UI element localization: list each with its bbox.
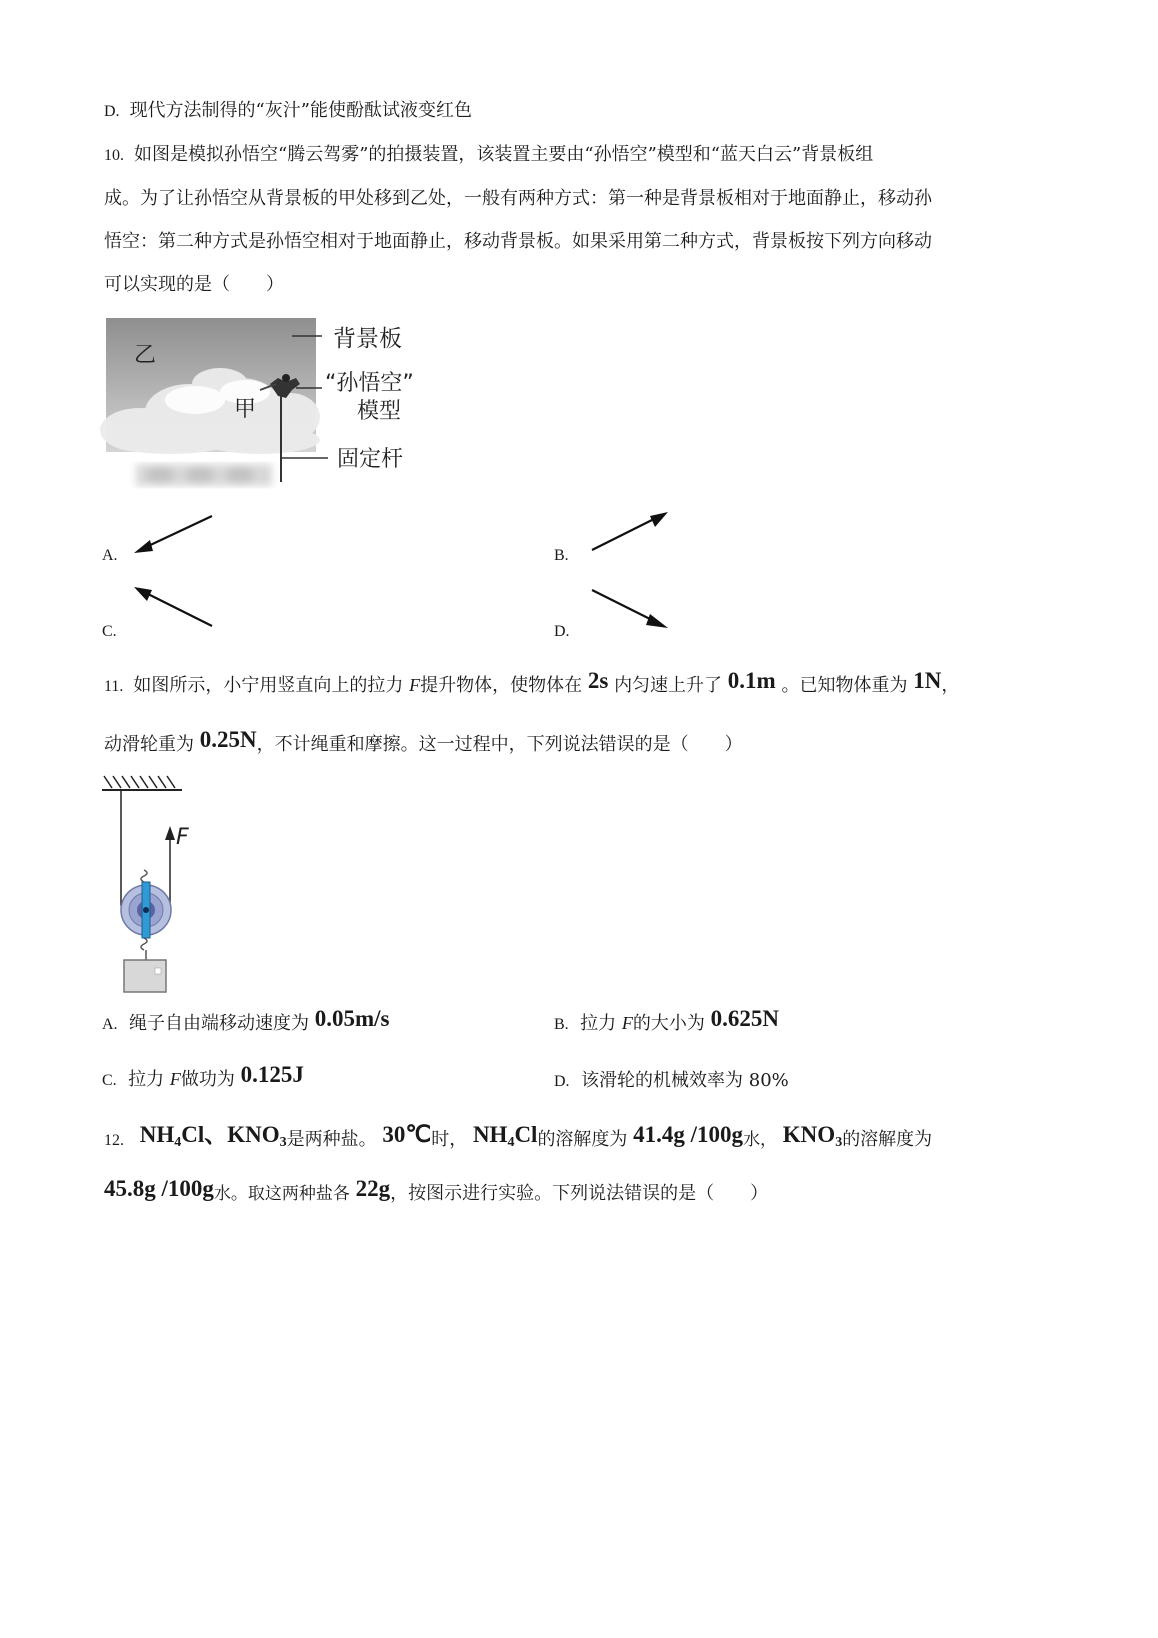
option-text: 该滑轮的机械效率为 80%	[581, 1070, 789, 1091]
text: 动滑轮重为	[104, 734, 194, 755]
text: 是两种盐。	[286, 1129, 377, 1150]
q11-pulley-figure	[96, 770, 216, 1000]
kno3-formula: $KNO_3$	[782, 1122, 843, 1150]
option-label: D.	[554, 1073, 570, 1090]
time-value: 2s	[587, 668, 609, 693]
q12-line-1	[104, 1116, 932, 1151]
text: ，不计绳重和摩擦。这一过程中，下列说法错误的是（ ）	[256, 734, 743, 755]
question-number: 10.	[104, 147, 124, 164]
text: 。已知物体重为	[781, 675, 908, 696]
option-label: D.	[104, 103, 120, 120]
pulley-weight-value: 0.25N	[199, 727, 257, 752]
option-text: 绳子自由端移动速度为	[129, 1013, 310, 1034]
weight-block	[124, 960, 166, 992]
question-number: 12.	[104, 1132, 124, 1149]
q10-line-1	[104, 140, 873, 166]
q10-option-d[interactable]	[554, 620, 570, 641]
option-text: 拉力	[128, 1069, 165, 1090]
option-value: 0.05m/s	[314, 1006, 390, 1031]
solubility-value: 41.4g /100g	[633, 1122, 744, 1147]
q10-line-2: 成。为了让孙悟空从背景板的甲处移到乙处，一般有两种方式：第一种是背景板相对于地面静止，移动孙	[104, 188, 932, 209]
option-text: 拉力	[580, 1013, 617, 1034]
height-value: 0.1m	[727, 668, 776, 693]
q10-line-4: 可以实现的是（ ）	[104, 274, 284, 295]
force-symbol: F	[409, 675, 421, 695]
text: 水，	[743, 1130, 778, 1150]
arrow-down-left-icon	[128, 510, 218, 560]
q10-figure	[100, 312, 460, 497]
q9-option-d	[104, 96, 472, 122]
text: ，	[941, 675, 960, 696]
solubility-value: 45.8g /100g	[104, 1176, 214, 1201]
option-text: 的大小为	[632, 1013, 705, 1034]
label-jia: 甲	[234, 397, 257, 422]
q11-line-2	[104, 727, 743, 756]
option-value: 0.125J	[240, 1062, 304, 1087]
text: 的溶解度为	[842, 1129, 933, 1150]
q11-option-d[interactable]	[554, 1066, 789, 1092]
salt-formulas: $NH_4Cl$、$KNO_3$	[139, 1122, 287, 1150]
arrow-up-right-icon	[586, 508, 676, 558]
ceiling-icon	[102, 776, 182, 790]
text: 内匀速上升了	[614, 675, 723, 696]
force-symbol: F	[621, 1013, 633, 1033]
force-label: F	[176, 825, 189, 850]
option-label: D.	[554, 623, 570, 640]
option-label: B.	[554, 1016, 569, 1033]
q11-option-a[interactable]	[102, 1006, 390, 1035]
question-number: 11.	[104, 678, 124, 695]
q10-line-3: 悟空：第二种方式是孙悟空相对于地面静止，移动背景板。如果采用第二种方式，背景板按下列方向移动	[104, 231, 932, 252]
force-symbol: F	[169, 1069, 181, 1089]
blurred-base	[136, 464, 272, 486]
arrow-up-icon	[165, 826, 175, 840]
text: 提升物体，使物体在	[420, 675, 583, 696]
q12-line-2	[104, 1176, 768, 1205]
arrow-up-left-icon	[128, 582, 218, 632]
movable-pulley-icon	[121, 870, 171, 950]
q10-option-c[interactable]	[102, 620, 117, 641]
option-label: A.	[102, 1016, 118, 1033]
text: 时，	[431, 1129, 468, 1150]
option-label: C.	[102, 623, 117, 640]
option-value: 0.625N	[710, 1006, 779, 1031]
q11-option-b[interactable]	[554, 1006, 779, 1035]
text: 的溶解度为	[537, 1129, 628, 1150]
text: 水。取这两种盐各	[213, 1184, 350, 1204]
label-yi: 乙	[134, 343, 157, 368]
text: 如图所示，小宁用竖直向上的拉力	[133, 675, 404, 696]
label-background-board: 背景板	[333, 326, 402, 352]
weight-value: 1N	[913, 668, 942, 693]
label-model-1: “孙悟空”	[325, 371, 414, 396]
label-model-2: 模型	[357, 399, 402, 424]
nh4cl-formula: $NH_4Cl$	[472, 1122, 538, 1150]
label-fixed-rod: 固定杆	[337, 447, 404, 472]
q10-option-a[interactable]	[102, 544, 118, 565]
arrow-down-right-icon	[586, 584, 676, 634]
mass-value: 22g	[355, 1176, 391, 1201]
q11-line-1	[104, 668, 959, 697]
option-label: A.	[102, 547, 118, 564]
q11-option-c[interactable]	[102, 1062, 304, 1091]
temperature-value: 30℃	[382, 1122, 432, 1147]
option-text: 做功为	[180, 1069, 235, 1090]
question-text: 如图是模拟孙悟空“腾云驾雾”的拍摄装置，该装置主要由“孙悟空”模型和“蓝天白云”背景板组	[134, 144, 874, 165]
text: ，按图示进行实验。下列说法错误的是（ ）	[390, 1183, 769, 1204]
option-label: B.	[554, 547, 569, 564]
q10-option-b[interactable]	[554, 544, 569, 565]
option-text: 现代方法制得的“灰汁”能使酚酞试液变红色	[129, 100, 472, 121]
option-label: C.	[102, 1072, 117, 1089]
